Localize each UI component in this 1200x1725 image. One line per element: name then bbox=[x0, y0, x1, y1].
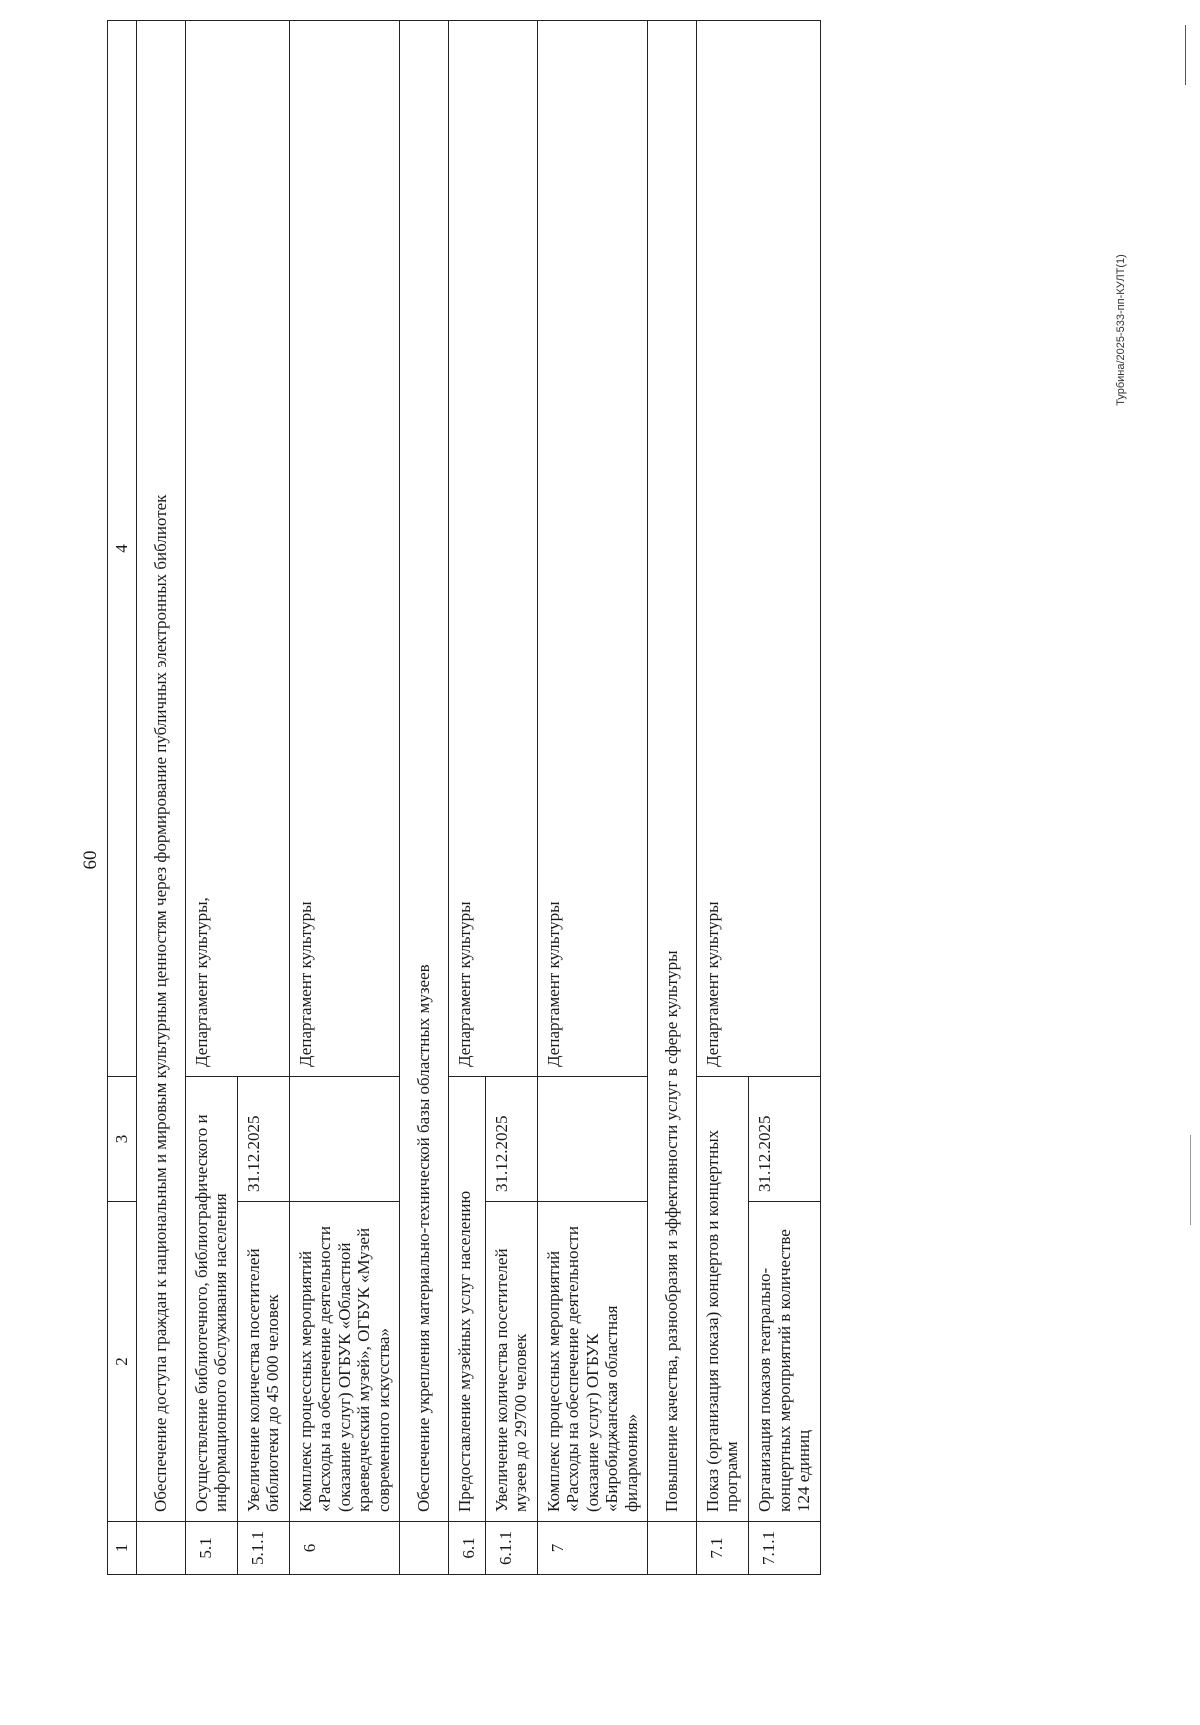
section-row bbox=[648, 21, 697, 1575]
section-title: Повышение качества, разнообразия и эффективности услуг в сфере культуры bbox=[648, 21, 697, 1522]
row-code: 7.1.1 bbox=[749, 1522, 821, 1575]
row-name: Предоставление музейных услуг населению bbox=[449, 1077, 486, 1522]
row-date: 31.12.2025 bbox=[749, 1077, 821, 1202]
row-date: 31.12.2025 bbox=[485, 1077, 537, 1202]
section-spacer-cell bbox=[648, 1522, 697, 1575]
table-row bbox=[696, 21, 748, 1575]
responsible-dept: Департамент культуры, bbox=[185, 21, 289, 1077]
scan-mark bbox=[1190, 1135, 1191, 1225]
document-code: Турбина/2025-533-пп-КУЛТ(1) bbox=[1115, 254, 1127, 406]
row-name: Организация показов театрально-концертных мероприятий в количестве 124 единиц bbox=[749, 1202, 821, 1522]
plan-table bbox=[107, 20, 821, 1575]
responsible-dept: Департамент культуры bbox=[449, 21, 538, 1077]
responsible-dept: Департамент культуры bbox=[696, 21, 820, 1077]
header-cell: 2 bbox=[108, 1202, 137, 1522]
header-cell: 1 bbox=[108, 1522, 137, 1575]
section-title: Обеспечение укрепления материально-технической базы областных музеев bbox=[400, 21, 449, 1522]
row-name: Комплекс процессных мероприятий «Расходы на обеспечение деятельности (оказание услуг) ОГБУК «Областной краеведческий музей», ОГБУК «Музей современного искусства» bbox=[289, 1202, 400, 1522]
header-cell: 3 bbox=[108, 1077, 137, 1202]
row-name: Увеличение количества посетителей музеев до 29700 человек bbox=[485, 1202, 537, 1522]
row-name: Увеличение количества посетителей библиотеки до 45 000 человек bbox=[237, 1202, 289, 1522]
row-date bbox=[537, 1077, 648, 1202]
table-row bbox=[449, 21, 486, 1575]
row-code: 5.1.1 bbox=[237, 1522, 289, 1575]
row-code: 7.1 bbox=[696, 1522, 748, 1575]
table-row bbox=[289, 21, 400, 1575]
table-row bbox=[537, 21, 648, 1575]
section-spacer-cell bbox=[137, 1522, 186, 1575]
scan-mark bbox=[1185, 25, 1186, 85]
section-spacer-cell bbox=[400, 1522, 449, 1575]
row-date: 31.12.2025 bbox=[237, 1077, 289, 1202]
header-cell: 4 bbox=[108, 21, 137, 1077]
responsible-dept: Департамент культуры bbox=[537, 21, 648, 1077]
row-name: Показ (организация показа) концертов и концертных программ bbox=[696, 1077, 748, 1522]
responsible-dept: Департамент культуры bbox=[289, 21, 400, 1077]
row-code: 5.1 bbox=[185, 1522, 237, 1575]
row-name: Осуществление библиотечного, библиографического и информационного обслуживания населения bbox=[185, 1077, 237, 1522]
row-code: 6.1 bbox=[449, 1522, 486, 1575]
section-title: Обеспечение доступа граждан к национальным и мировым культурным ценностям через формирование публичных электронных библиотек bbox=[137, 21, 186, 1522]
row-name: Комплекс процессных мероприятий «Расходы на обеспечение деятельности (оказание услуг) ОГБУК «Биробиджанская областная филармония» bbox=[537, 1202, 648, 1522]
row-code: 7 bbox=[537, 1522, 648, 1575]
table-row bbox=[185, 21, 237, 1575]
row-code: 6 bbox=[289, 1522, 400, 1575]
page-number: 60 bbox=[80, 850, 101, 870]
row-code: 6.1.1 bbox=[485, 1522, 537, 1575]
row-date bbox=[289, 1077, 400, 1202]
table-header-row bbox=[108, 21, 137, 1575]
section-row bbox=[400, 21, 449, 1575]
section-row bbox=[137, 21, 186, 1575]
